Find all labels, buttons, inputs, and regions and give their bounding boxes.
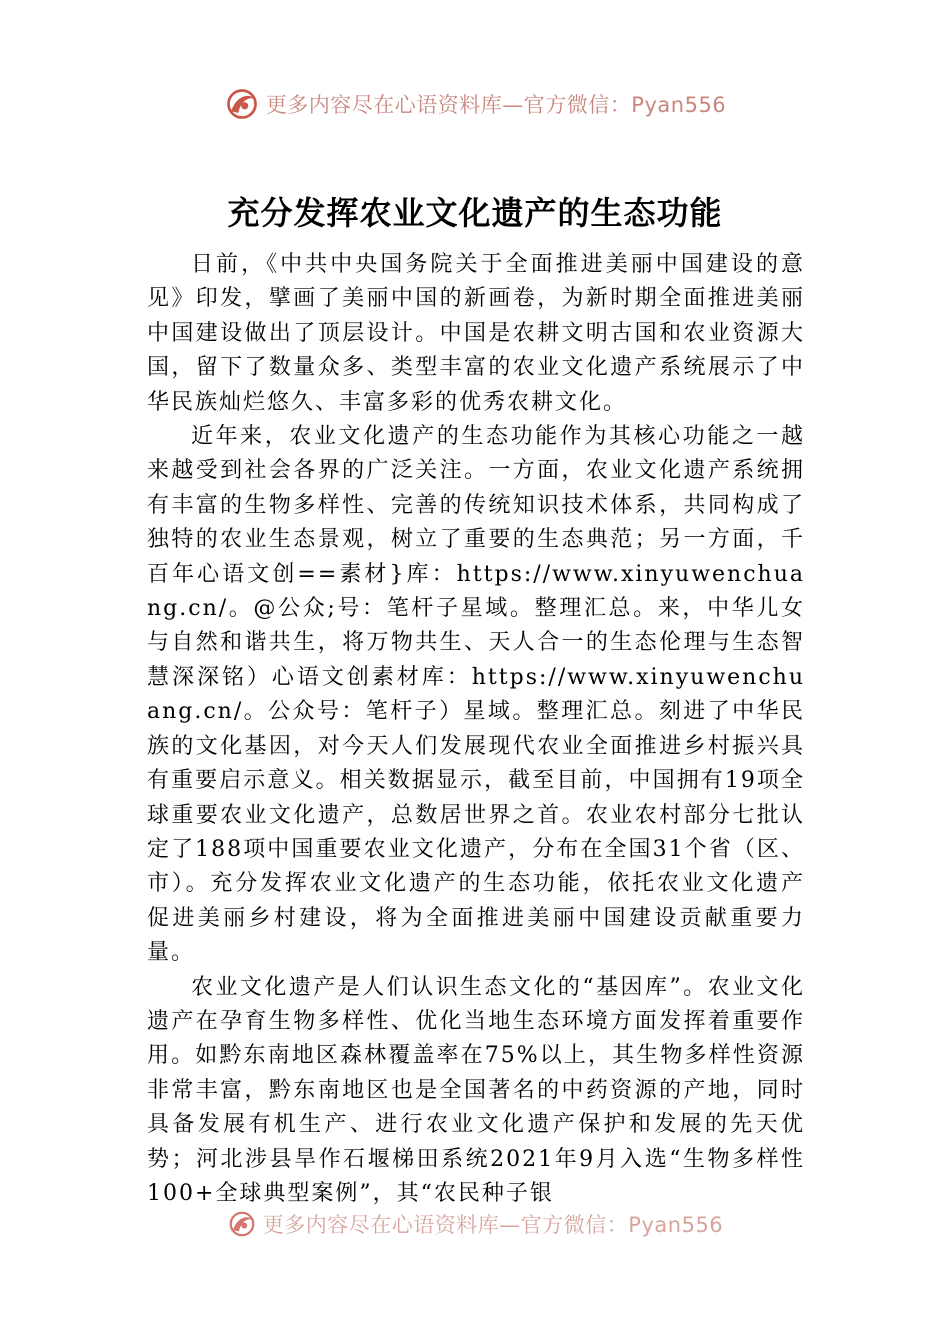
header-banner: [0, 84, 950, 124]
banner-text: 更多内容尽在心语资料库—官方微信：Pyan556: [262, 1213, 724, 1237]
paragraph: 日前，《中共中央国务院关于全面推进美丽中国建设的意见》印发，擘画了美丽中国的新画卷，为新时期全面推进美丽中国建设做出了顶层设计。中国是农耕文明古国和农业资源大国，留下了数量众多、类型丰富的农业文化遗产系统展示了中华民族灿烂悠久、丰富多彩的优秀农耕文化。: [147, 252, 805, 415]
banner-text: 更多内容尽在心语资料库—官方微信：Pyan556: [265, 93, 727, 117]
paragraph: 农业文化遗产是人们认识生态文化的“基因库”。农业文化遗产在孕育生物多样性、优化当地生态环境方面发挥着重要作用。如黔东南地区森林覆盖率在75%以上，其生物多样性资源非常丰富，黔东南地区也是全国著名的中药资源的产地，同时具备发展有机生产、进行农业文化遗产保护和发展的先天优势；河北涉县旱作石堰梯田系统2021年9月入选“生物多样性100+全球典型案例”，其“农民种子银: [147, 974, 805, 1206]
document-body: [147, 248, 805, 1210]
banner-content: [224, 86, 726, 122]
document-title: 充分发挥农业文化遗产的生态功能: [227, 194, 723, 232]
red-swirl-logo-icon: [227, 1209, 257, 1239]
footer-banner: [0, 1208, 950, 1240]
red-swirl-logo-icon: [224, 86, 260, 122]
banner-content: [227, 1209, 723, 1239]
paragraph: 近年来，农业文化遗产的生态功能作为其核心功能之一越来越受到社会各界的广泛关注。一方面，农业文化遗产系统拥有丰富的生物多样性、完善的传统知识技术体系，共同构成了独特的农业生态景观，树立了重要的生态典范；另一方面，千百年心语文创==素材}库：https://www.xinyuwenchuang.cn/。@公众;号：笔杆子星域。整理汇总。来，中华儿女与自然和谐共生，将万物共生、天人合一的生态伦理与生态智慧深深铭）心语文创素材库：https://www.xinyuwenchuang.cn/。公众号：笔杆子）星域。整理汇总。刻进了中华民族的文化基因，对今天人们发展现代农业全面推进乡村振兴具有重要启示意义。相关数据显示，截至目前，中国拥有19项全球重要农业文化遗产，总数居世界之首。农业农村部分七批认定了188项中国重要农业文化遗产，分布在全国31个省（区、市）。充分发挥农业文化遗产的生态功能，依托农业文化遗产促进美丽乡村建设，将为全面推进美丽中国建设贡献重要力量。: [147, 424, 805, 966]
